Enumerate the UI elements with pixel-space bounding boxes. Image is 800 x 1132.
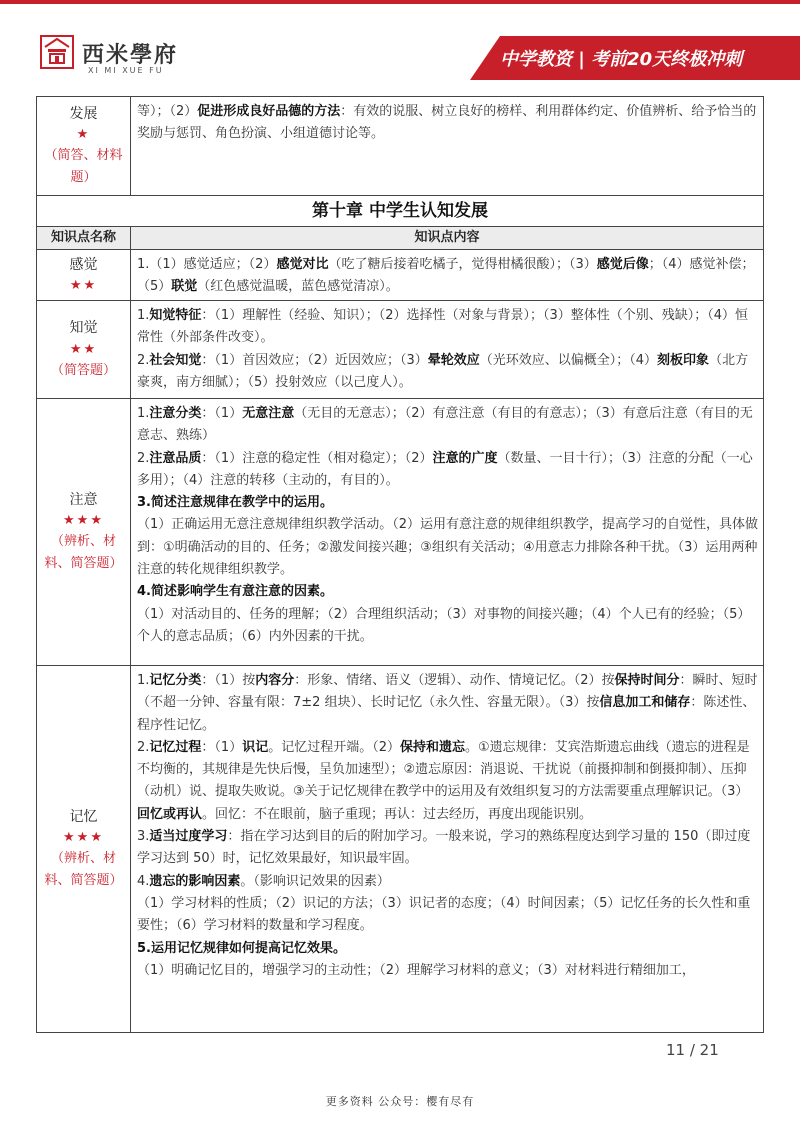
topic-cell xyxy=(37,301,131,398)
table-row xyxy=(36,250,764,301)
topic-name: 记忆 xyxy=(69,808,98,825)
topic-cell xyxy=(37,97,131,195)
table-header xyxy=(36,227,764,250)
table-row xyxy=(36,301,764,399)
column-header-content: 知识点内容 xyxy=(414,230,480,245)
topic-content: 1.记忆分类：（1）按内容分：形象、情绪、语义（逻辑）、动作、情境记忆。（2）按保持时间分：瞬时、短时（不超一分钟、容量有限：7±2 组块）、长时记忆（永久性、容量无限）。（3）按信息加工和储存：陈述性、程序性记忆。 2.记忆过程：（1）识记。记忆过程开端。（2）保持和遗忘。①遗忘规律：艾宾浩斯遗忘曲线（遗忘的进程是不均衡的，其规律是先快后慢，呈负加速型）；②遗忘原因：消退说、干扰说（前摄抑制和倒摄抑制）、压抑（动机）说、提取失败说。③关于记忆规律在教学中的运用及有效组织复习的方法需要重点理解识记。（3）回忆或再认。回忆：不在眼前，脑子重现；再认：过去经历，再度出现能识别。 3.适当过度学习：指在学习达到目的后的附加学习。一般来说，学习的熟练程度达到学习量的 150（即过度学习达到 50）时，记忆效果最好，知识最牢固。 4.遗忘的影响因素。（影响识记效果的因素） （1）学习材料的性质；（2）识记的方法；（3）识记者的态度；（4）时间因素；（5）记忆任务的长久性和重要性；（6）学习材料的数量和学习程度。 5.运用记忆规律如何提高记忆效果。 （1）明确记忆目的，增强学习的主动性；（2）理解学习材料的意义；（3）对材料进行精细加工， xyxy=(137,673,758,978)
page-header xyxy=(0,0,800,90)
topic-name: 感觉 xyxy=(69,256,98,273)
table-row xyxy=(36,399,764,666)
topic-cell xyxy=(37,399,131,665)
star-rating: ★★ xyxy=(69,341,98,357)
star-rating: ★★ xyxy=(69,278,98,294)
table-row xyxy=(36,96,764,196)
header-banner-text: 中学教资 | 考前20天终极冲刺 xyxy=(500,49,743,70)
topic-name: 注意 xyxy=(69,491,98,508)
page-number: 11 / 21 xyxy=(666,1041,719,1059)
topic-content: 等）；（2）促进形成良好品德的方法：有效的说服、树立良好的榜样、利用群体约定、价值辨析、给予恰当的奖励与惩罚、角色扮演、小组道德讨论等。 xyxy=(137,104,757,142)
table-row xyxy=(36,666,764,1033)
topic-content: 1.知觉特征：（1）理解性（经验、知识）；（2）选择性（对象与背景）；（3）整体性（个别、残缺）；（4）恒常性（外部条件改变）。 2.社会知觉：（1）首因效应；（2）近因效应；（3）晕轮效应（光环效应、以偏概全）；（4）刻板印象（北方豪爽，南方细腻）；（5）投射效应（以己度人）。 xyxy=(137,308,749,390)
question-type: （简答、材料题） xyxy=(44,148,123,186)
topic-name: 知觉 xyxy=(69,320,98,337)
top-accent-line xyxy=(0,0,800,4)
question-type: （辨析、材料、简答题） xyxy=(44,851,123,889)
knowledge-table xyxy=(36,96,764,1033)
star-rating: ★ xyxy=(76,127,91,143)
chapter-title: 第十章 中学生认知发展 xyxy=(36,196,764,227)
topic-cell xyxy=(37,666,131,1032)
brand-name: 西米學府 xyxy=(82,42,179,68)
page-footer: 更多资料 公众号：樱有尽有 xyxy=(325,1095,475,1108)
topic-name: 发展 xyxy=(69,105,98,122)
question-type: （简答题） xyxy=(50,362,116,378)
logo-icon xyxy=(40,35,74,69)
column-header-name: 知识点名称 xyxy=(37,227,131,249)
topic-content: 1.（1）感觉适应；（2）感觉对比（吃了糖后接着吃橘子，觉得柑橘很酸）；（3）感觉后像；（4）感觉补偿；（5）联觉（红色感觉温暖，蓝色感觉清凉）。 xyxy=(137,257,755,295)
star-rating: ★★★ xyxy=(63,830,104,846)
brand-subtitle: XI MI XUE FU xyxy=(88,66,164,75)
star-rating: ★★★ xyxy=(63,513,104,529)
topic-cell xyxy=(37,250,131,300)
topic-content: 1.注意分类：（1）无意注意（无目的无意志）；（2）有意注意（有目的有意志）；（3）有意后注意（有目的无意志、熟练） 2.注意品质：（1）注意的稳定性（相对稳定）；（2）注意的广度（数量、一目十行）；（3）注意的分配（一心多用）；（4）注意的转移（主动的，有目的）。 3.简述注意规律在教学中的运用。 （1）正确运用无意注意规律组织教学活动。（2）运用有意注意的规律组织教学，提高学习的自觉性，具体做到：①明确活动的目的、任务；②激发间接兴趣；③组织有关活动；④用意志力排除各种干扰。（3）运用两种注意的转化规律组织教学。 4.简述影响学生有意注意的因素。 （1）对活动目的、任务的理解；（2）合理组织活动；（3）对事物的间接兴趣；（4）个人已有的经验；（5）个人的意志品质；（6）内外因素的干扰。 xyxy=(137,406,759,644)
question-type: （辨析、材料、简答题） xyxy=(44,534,123,572)
